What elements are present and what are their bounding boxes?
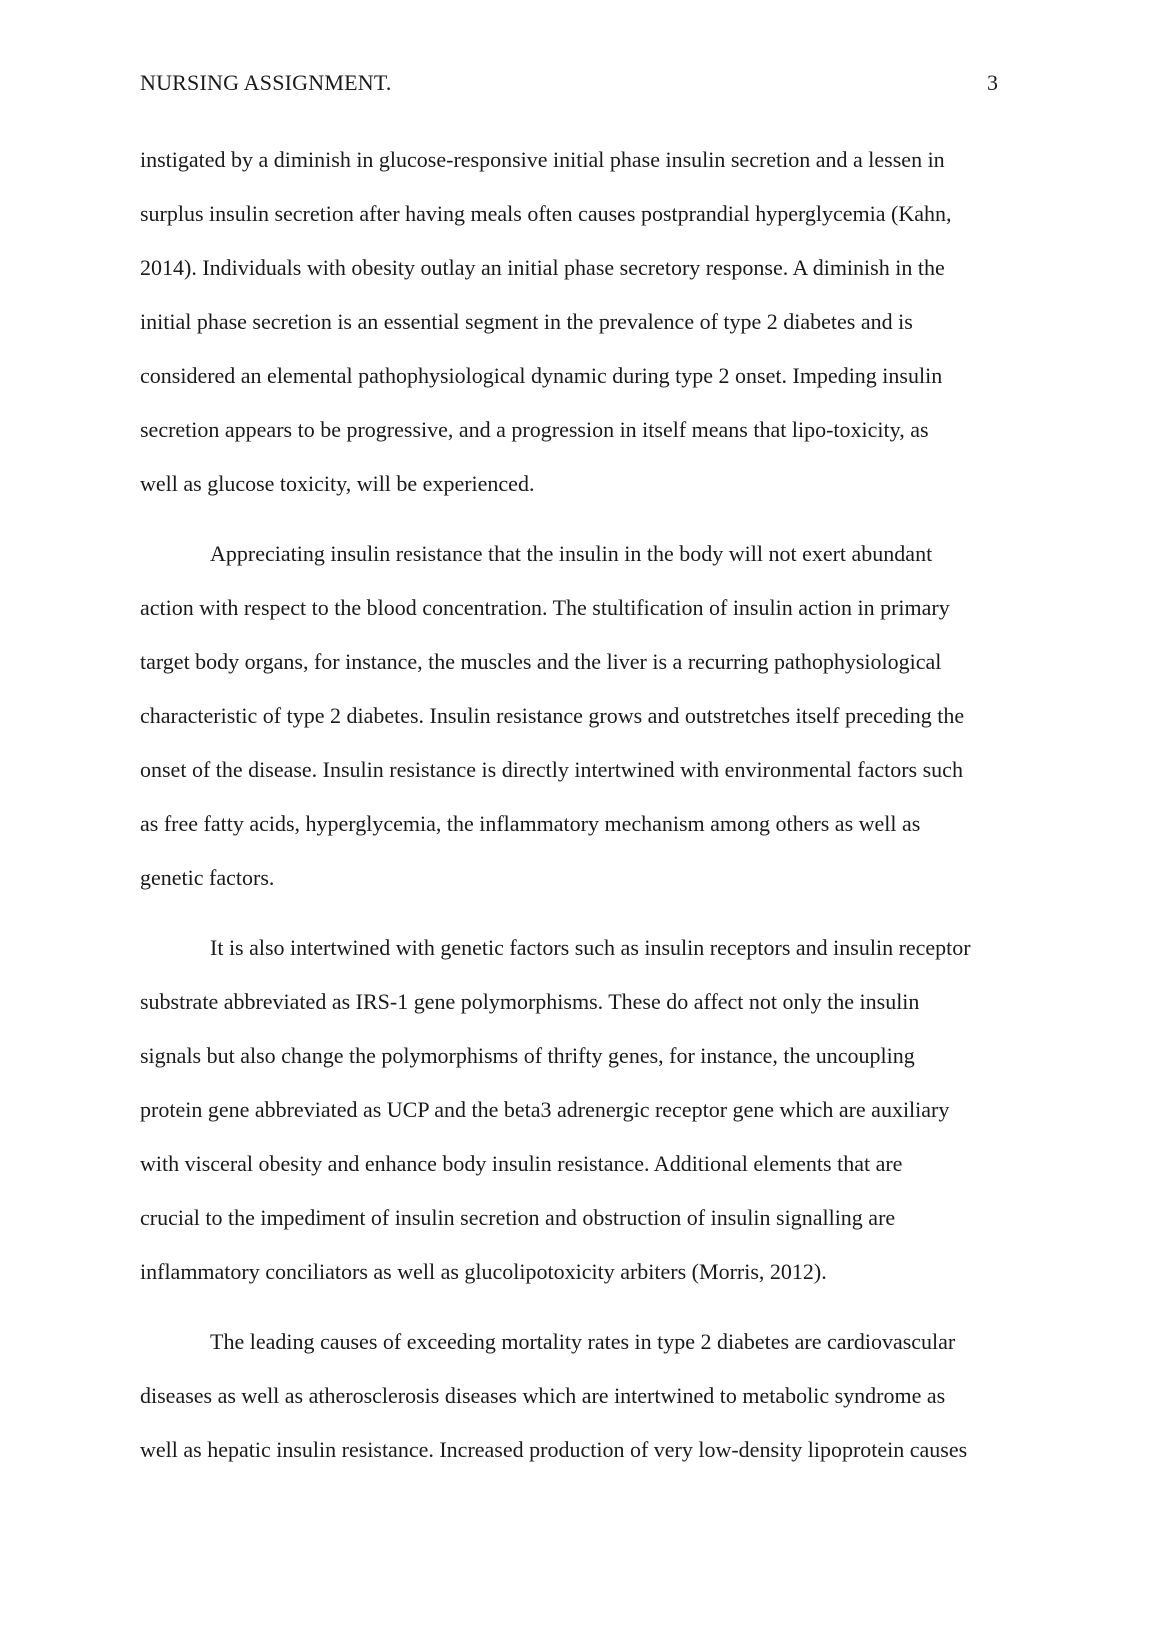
text-line: with visceral obesity and enhance body insulin resistance. Additional elements that are — [140, 1151, 903, 1176]
text-line: It is also intertwined with genetic factors such as insulin receptors and insulin receptor — [210, 935, 971, 960]
text-line: genetic factors. — [140, 865, 275, 890]
paragraph-2 — [140, 527, 1020, 905]
text-line: initial phase secretion is an essential segment in the prevalence of type 2 diabetes and is — [140, 309, 913, 334]
text-line: 2014). Individuals with obesity outlay an initial phase secretory response. A diminish in the — [140, 255, 945, 280]
page-number: 3 — [987, 70, 998, 95]
text-line: Appreciating insulin resistance that the insulin in the body will not exert abundant — [210, 541, 933, 566]
text-line: inflammatory conciliators as well as glucolipotoxicity arbiters (Morris, 2012). — [140, 1259, 827, 1284]
body-text — [140, 133, 1020, 1493]
text-line: secretion appears to be progressive, and a progression in itself means that lipo-toxicity, as — [140, 417, 929, 442]
text-line: as free fatty acids, hyperglycemia, the inflammatory mechanism among others as well as — [140, 811, 921, 836]
text-line: diseases as well as atherosclerosis diseases which are intertwined to metabolic syndrome as — [140, 1383, 946, 1408]
text-line: protein gene abbreviated as UCP and the beta3 adrenergic receptor gene which are auxiliary — [140, 1097, 950, 1122]
text-line: well as hepatic insulin resistance. Increased production of very low-density lipoprotein causes — [140, 1437, 968, 1462]
text-line: target body organs, for instance, the muscles and the liver is a recurring pathophysiological — [140, 649, 942, 674]
text-line: signals but also change the polymorphisms of thrifty genes, for instance, the uncoupling — [140, 1043, 915, 1068]
text-line: onset of the disease. Insulin resistance is directly intertwined with environmental factors such — [140, 757, 963, 782]
paragraph-1 — [140, 133, 1020, 511]
text-line: crucial to the impediment of insulin secretion and obstruction of insulin signalling are — [140, 1205, 896, 1230]
text-line: The leading causes of exceeding mortality rates in type 2 diabetes are cardiovascular — [210, 1329, 956, 1354]
text-line: instigated by a diminish in glucose-responsive initial phase insulin secretion and a lessen in — [140, 147, 945, 172]
text-line: characteristic of type 2 diabetes. Insulin resistance grows and outstretches itself preceding the — [140, 703, 965, 728]
text-line: action with respect to the blood concentration. The stultification of insulin action in primary — [140, 595, 950, 620]
text-line: surplus insulin secretion after having meals often causes postprandial hyperglycemia (Kahn, — [140, 201, 952, 226]
text-line: substrate abbreviated as IRS-1 gene polymorphisms. These do affect not only the insulin — [140, 989, 920, 1014]
paragraph-3 — [140, 921, 1020, 1299]
text-line: well as glucose toxicity, will be experienced. — [140, 471, 535, 496]
running-head — [140, 68, 998, 98]
text-line: considered an elemental pathophysiological dynamic during type 2 onset. Impeding insulin — [140, 363, 943, 388]
paragraph-4 — [140, 1315, 1020, 1477]
running-head-title: NURSING ASSIGNMENT. — [140, 70, 392, 95]
